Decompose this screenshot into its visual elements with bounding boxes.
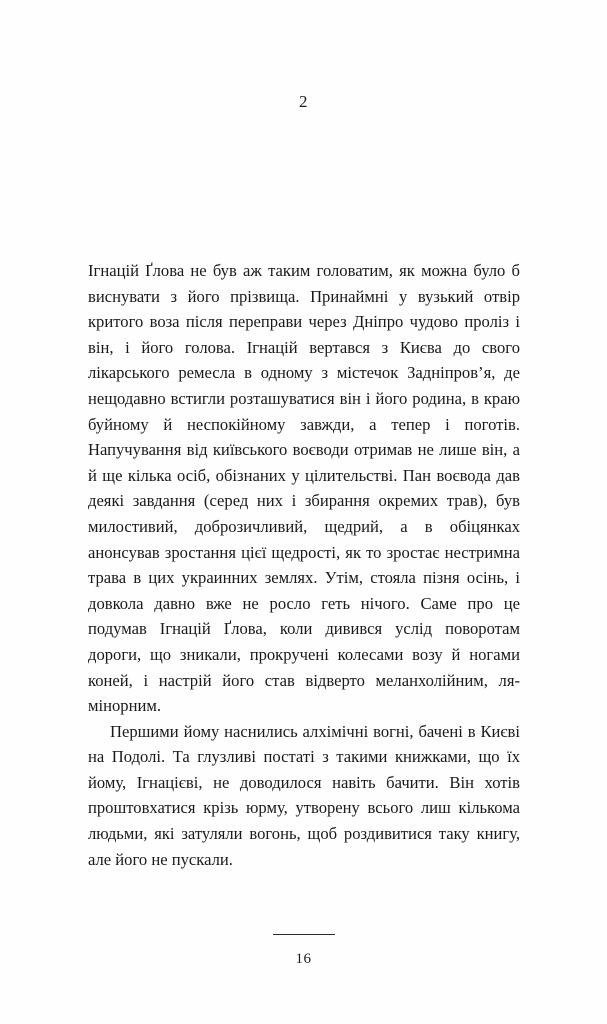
paragraph: Першими йому наснились алхімічні вогні, бачені в Києві на Подолі. Та глузливі постаті з такими книжками, що їх йому, Ігнацієві, не доводилося навіть бачити. Він хотів проштовхатися крізь юрму, утворену всього лиш кількома людьми, які затуляли вогонь, щоб роздивитися таку книгу, але його не пускали. xyxy=(88,721,520,869)
page-footer xyxy=(0,934,607,968)
chapter-number: 2 xyxy=(299,92,308,111)
page-number: 16 xyxy=(295,951,312,967)
body-text xyxy=(88,258,520,872)
paragraph: Ігнацій Ґлова не був аж таким головатим, як можна було б виснувати з його прізвища. Принаймні у вузький отвір критого воза після переправи через Дніпро чудово проліз і він, і його голова. Ігнацій вертався з Києва до свого лікарського ремесла в одному з містечок Задніпров’я, де нещодавно встигли розташуватися він і його родина, в краю буйному й неспокійному завжди, а тепер і поготів. Напучування від київського воєводи отримав не лише він, а й ще кілька осіб, обізнаних у цілительстві. Пан воєвода дав деякі завдання (серед них і збирання окремих трав), був милостивий, доброзичливий, щедрий, а в обіцянках анонсував зростання цієї щедрості, як то зростає нестримна трава в цих украинних землях. Утім, стояла пізня осінь, і довкола давно вже не росло геть нічого. Саме про це подумав Ігнацій Ґлова, коли дивився услід поворотам дороги, що зникали, прокручені колесами возу й ногами коней, і настрій його став відверто меланхолійним, ля-мінорним. xyxy=(88,261,520,716)
footer-rule xyxy=(273,934,335,935)
